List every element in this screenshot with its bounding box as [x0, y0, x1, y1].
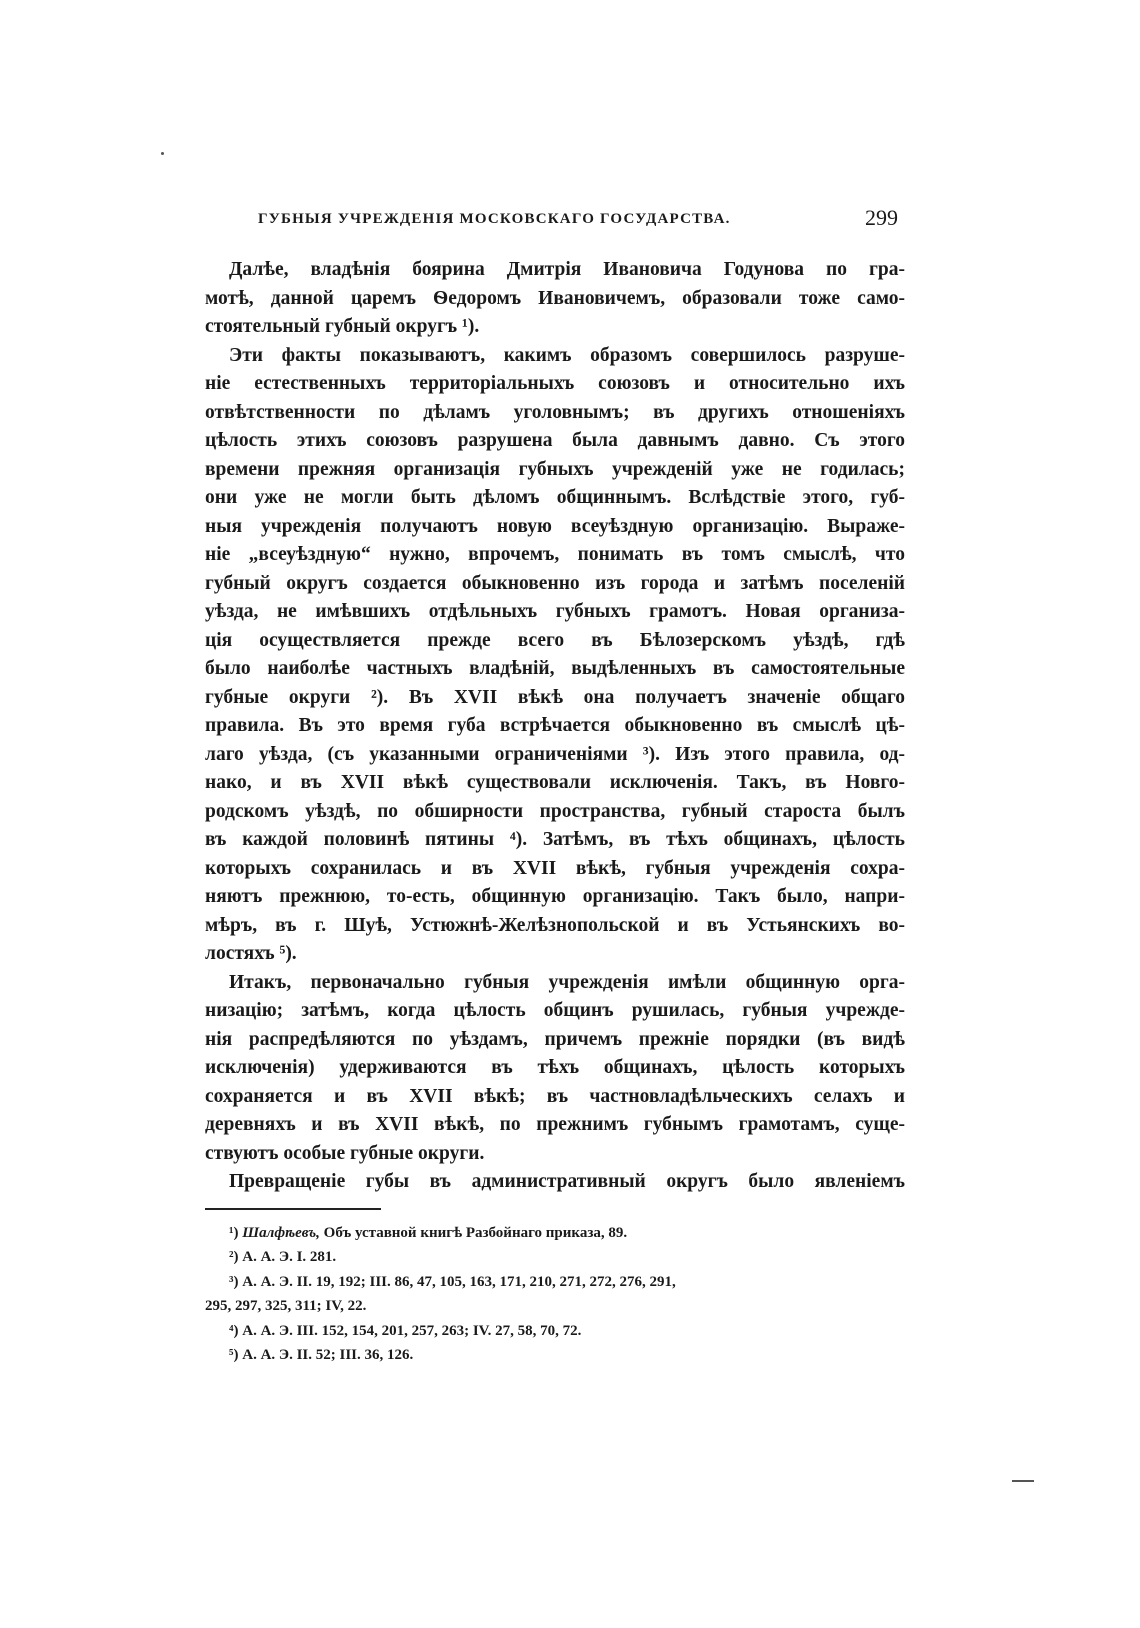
- scan-mark: [1012, 1480, 1034, 1482]
- page-number: 299: [865, 205, 898, 230]
- footnote-text: А. А. Э. I. 281.: [242, 1249, 337, 1266]
- scan-speck: [161, 152, 164, 155]
- text-line: они уже не могли быть дѣломъ общиннымъ. Вслѣдствіе этого, губ-: [205, 487, 905, 508]
- footnote: [205, 1343, 905, 1367]
- text-line: лостяхъ ⁵).: [205, 943, 297, 964]
- text-line: низацію; затѣмъ, когда цѣлость общинъ рушилась, губныя учрежде-: [205, 1000, 905, 1021]
- footnote-text: Объ уставной книгѣ Разбойнаго приказа, 89.: [323, 1225, 628, 1241]
- text-line: Далѣе, владѣнія боярина Дмитрія Ивановича Годунова по гра-: [229, 259, 905, 280]
- paragraph: [205, 969, 905, 1169]
- text-line: въ каждой половинѣ пятины ⁴). Затѣмъ, въ тѣхъ общинахъ, цѣлость: [205, 829, 905, 850]
- text-line: ствуютъ особые губные округи.: [205, 1142, 485, 1164]
- footnote-mark: ¹): [229, 1225, 239, 1241]
- text-line: правила. Въ это время губа встрѣчается обыкновенно въ смыслѣ цѣ-: [205, 715, 905, 736]
- footnote-mark: ⁴): [229, 1322, 239, 1339]
- text-line: Итакъ, первоначально губныя учрежденія имѣли общинную орга-: [229, 971, 905, 993]
- text-line: отвѣтственности по дѣламъ уголовнымъ; въ другихъ отношеніяхъ: [205, 401, 905, 423]
- text-line: которыхъ сохранилась и въ XVII вѣкѣ, губныя учрежденія сохра-: [205, 857, 905, 879]
- text-line: сохраняется и въ XVII вѣкѣ; въ частновладѣльческихъ селахъ и: [205, 1085, 905, 1107]
- footnote: [205, 1245, 905, 1269]
- paragraph: [205, 256, 905, 342]
- text-line: няютъ прежнюю, то-есть, общинную организацію. Такъ было, напри-: [205, 886, 905, 907]
- footnote: [205, 1221, 905, 1245]
- text-line: деревняхъ и въ XVII вѣкѣ, по прежнимъ губнымъ грамотамъ, суще-: [205, 1114, 905, 1135]
- text-line: времени прежняя организація губныхъ учрежденій уже не годилась;: [205, 458, 905, 480]
- footnote-text: А. А. Э. II. 52; III. 36, 126.: [242, 1346, 414, 1363]
- footnote: [205, 1319, 905, 1343]
- text-line: губные округи ²). Въ XVII вѣкѣ она получаетъ значеніе общаго: [205, 686, 905, 708]
- footnote-mark: ³): [229, 1273, 239, 1290]
- footnotes: [205, 1221, 905, 1367]
- text-line: исключенія) удерживаются въ тѣхъ общинахъ, цѣлость которыхъ: [205, 1057, 905, 1078]
- footnote-text: А. А. Э. III. 152, 154, 201, 257, 263; IV. 27, 58, 70, 72.: [242, 1322, 582, 1339]
- body-text: [205, 256, 905, 1197]
- running-title: ГУБНЫЯ УЧРЕЖДЕНІЯ МОСКОВСКАГО ГОСУДАРСТВА.: [258, 211, 731, 227]
- text-line: стоятельный губный округъ ¹).: [205, 316, 480, 337]
- footnote-mark: ²): [229, 1249, 239, 1266]
- paragraph: [205, 1168, 905, 1197]
- text-line: было наиболѣе частныхъ владѣній, выдѣленныхъ въ самостоятельные: [205, 658, 905, 679]
- text-line: нако, и въ XVII вѣкѣ существовали исключенія. Такъ, въ Новго-: [205, 772, 905, 793]
- text-line: Эти факты показываютъ, какимъ образомъ совершилось разруше-: [229, 344, 905, 366]
- footnote-rule: [205, 1208, 381, 1210]
- text-line: мотѣ, данной царемъ Ѳедоромъ Ивановичемъ, образовали тоже само-: [205, 287, 905, 309]
- text-line: цѣлость этихъ союзовъ разрушена была давнымъ давно. Съ этого: [205, 430, 905, 451]
- text-line: губный округъ создается обыкновенно изъ города и затѣмъ поселеній: [205, 572, 905, 594]
- text-line: ніе „всеуѣздную“ нужно, впрочемъ, понимать въ томъ смыслѣ, что: [205, 544, 905, 565]
- text-line: нія распредѣляются по уѣздамъ, причемъ прежніе порядки (въ видѣ: [205, 1028, 905, 1050]
- text-line: ныя учрежденія получаютъ новую всеуѣздную организацію. Выраже-: [205, 515, 905, 537]
- text-line: ція осуществляется прежде всего въ Бѣлозерскомъ уѣздѣ, гдѣ: [205, 629, 905, 651]
- text-line: лаго уѣзда, (съ указанными ограниченіями ³). Изъ этого правила, од-: [205, 743, 905, 765]
- text-line: Превращеніе губы въ административный округъ было явленіемъ: [229, 1171, 905, 1192]
- footnote-mark: ⁵): [229, 1346, 239, 1363]
- footnote-author: Шалфѣевъ,: [242, 1225, 320, 1241]
- running-header: [258, 205, 898, 235]
- footnote: [205, 1270, 905, 1294]
- footnote-continuation: 295, 297, 325, 311; IV, 22.: [205, 1298, 367, 1315]
- footnote-text: А. А. Э. II. 19, 192; III. 86, 47, 105, 163, 171, 210, 271, 272, 276, 291,: [242, 1273, 676, 1290]
- paragraph: [205, 342, 905, 969]
- text-line: родскомъ уѣздѣ, по обширности пространства, губный староста былъ: [205, 800, 905, 822]
- text-line: уѣзда, не имѣвшихъ отдѣльныхъ губныхъ грамотъ. Новая организа-: [205, 601, 905, 622]
- text-line: ніе естественныхъ территоріальныхъ союзовъ и относительно ихъ: [205, 373, 905, 394]
- text-line: мѣръ, въ г. Шуѣ, Устюжнѣ-Желѣзнопольской и въ Устьянскихъ во-: [205, 914, 905, 936]
